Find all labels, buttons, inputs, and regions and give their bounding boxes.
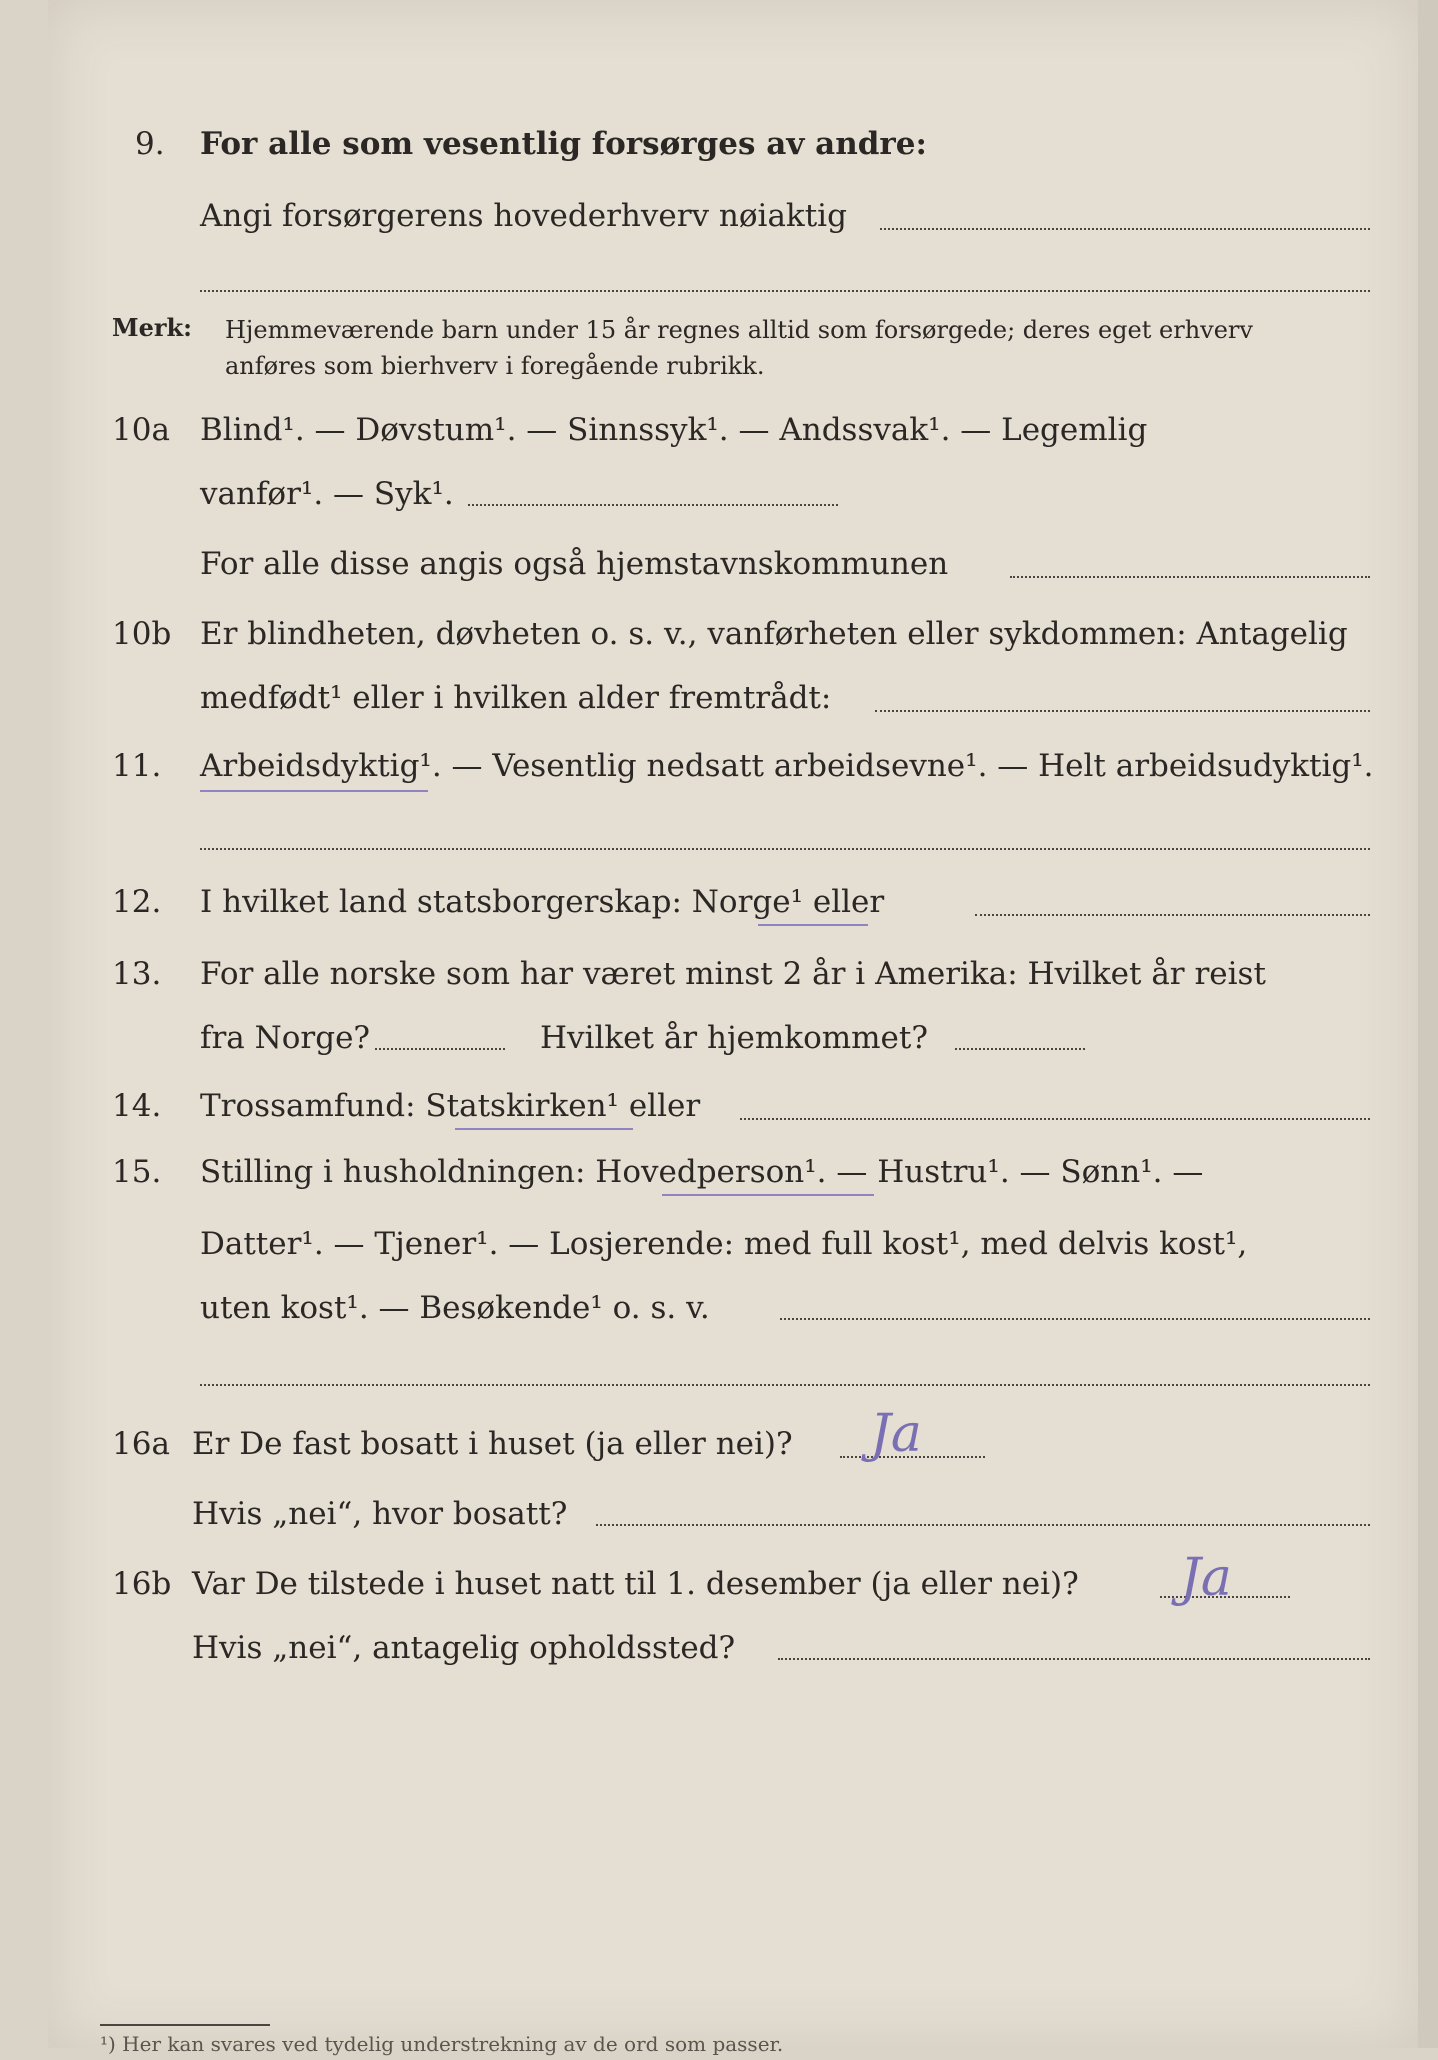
answer-line-9b[interactable] [200,290,1370,292]
question-16b-text: Var De tilstede i huset natt til 1. desember (ja eller nei)? [192,1566,1079,1602]
question-10b-line-1: Er blindheten, døvheten o. s. v., vanførheten eller sykdommen: Antagelig [200,616,1348,652]
question-16a-number: 16a [112,1426,170,1462]
question-16b-subtext: Hvis „nei“, antagelig opholdssted? [192,1630,736,1666]
question-9-subtext: Angi forsørgerens hovederhverv nøiaktig [200,198,847,234]
question-11-number: 11. [112,748,162,784]
question-15-line-1: Stilling i husholdningen: Hovedperson¹. — Hustru¹. — Sønn¹. — [200,1154,1204,1190]
note-line-1: Hjemmeværende barn under 15 år regnes alltid som forsørgede; deres eget erhverv [225,316,1253,344]
underline-norge [758,924,868,926]
question-10a-number: 10a [112,412,170,448]
underline-arbeidsdyktig [200,790,428,792]
answer-line-10b[interactable] [875,710,1370,712]
question-10a-line-1: Blind¹. — Døvstum¹. — Sinnssyk¹. — Andssvak¹. — Legemlig [200,412,1148,448]
question-12-number: 12. [112,884,162,920]
question-14-number: 14. [112,1088,162,1124]
footnote: ¹) Her kan svares ved tydelig understrekning av de ord som passer. [100,2032,784,2056]
question-15-line-2: Datter¹. — Tjener¹. — Losjerende: med full kost¹, med delvis kost¹, [200,1226,1248,1262]
question-13-number: 13. [112,956,162,992]
answer-line-15b[interactable] [200,1384,1370,1386]
answer-line-16a-where[interactable] [596,1524,1370,1526]
underline-statskirken [455,1128,633,1130]
question-13-line-2b: Hvilket år hjemkommet? [540,1020,928,1056]
handwritten-answer-16b: Ja [1180,1548,1232,1608]
answer-line-9a[interactable] [880,228,1370,230]
answer-line-16b-where[interactable] [778,1658,1370,1660]
answer-line-14[interactable] [740,1118,1370,1120]
answer-line-12[interactable] [975,914,1370,916]
footnote-rule [100,2024,270,2026]
page-edge [1418,0,1438,2048]
question-16b-number: 16b [112,1566,172,1602]
question-10b-number: 10b [112,616,172,652]
question-12-text: I hvilket land statsborgerskap: Norge¹ eller [200,884,885,920]
answer-line-13a[interactable] [375,1048,505,1050]
question-10b-line-2: medfødt¹ eller i hvilken alder fremtrådt: [200,680,832,716]
note-label: Merk: [112,313,192,342]
question-10a-line-2: vanfør¹. — Syk¹. [200,476,454,512]
question-16a-text: Er De fast bosatt i huset (ja eller nei)? [192,1426,793,1462]
question-15-line-3: uten kost¹. — Besøkende¹ o. s. v. [200,1290,710,1326]
handwritten-answer-16a: Ja [870,1404,922,1464]
answer-line-15a[interactable] [780,1318,1370,1320]
answer-line-13b[interactable] [955,1048,1085,1050]
question-14-text: Trossamfund: Statskirken¹ eller [200,1088,701,1124]
answer-line-10a-1[interactable] [468,504,838,506]
note-line-2: anføres som bierhverv i foregående rubrikk. [225,352,765,380]
answer-line-11[interactable] [200,848,1370,850]
question-9-text: For alle som vesentlig forsørges av andre: [200,126,927,162]
answer-line-10a-2[interactable] [1010,576,1370,578]
question-10a-line-3: For alle disse angis også hjemstavnskommunen [200,546,949,582]
question-13-line-1: For alle norske som har været minst 2 år i Amerika: Hvilket år reist [200,956,1266,992]
question-16a-subtext: Hvis „nei“, hvor bosatt? [192,1496,568,1532]
question-9-number: 9. [135,126,165,162]
question-15-number: 15. [112,1154,162,1190]
question-11-text: Arbeidsdyktig¹. — Vesentlig nedsatt arbeidsevne¹. — Helt arbeidsudyktig¹. [200,748,1374,784]
underline-hovedperson [662,1194,874,1196]
question-13-line-2a: fra Norge? [200,1020,371,1056]
